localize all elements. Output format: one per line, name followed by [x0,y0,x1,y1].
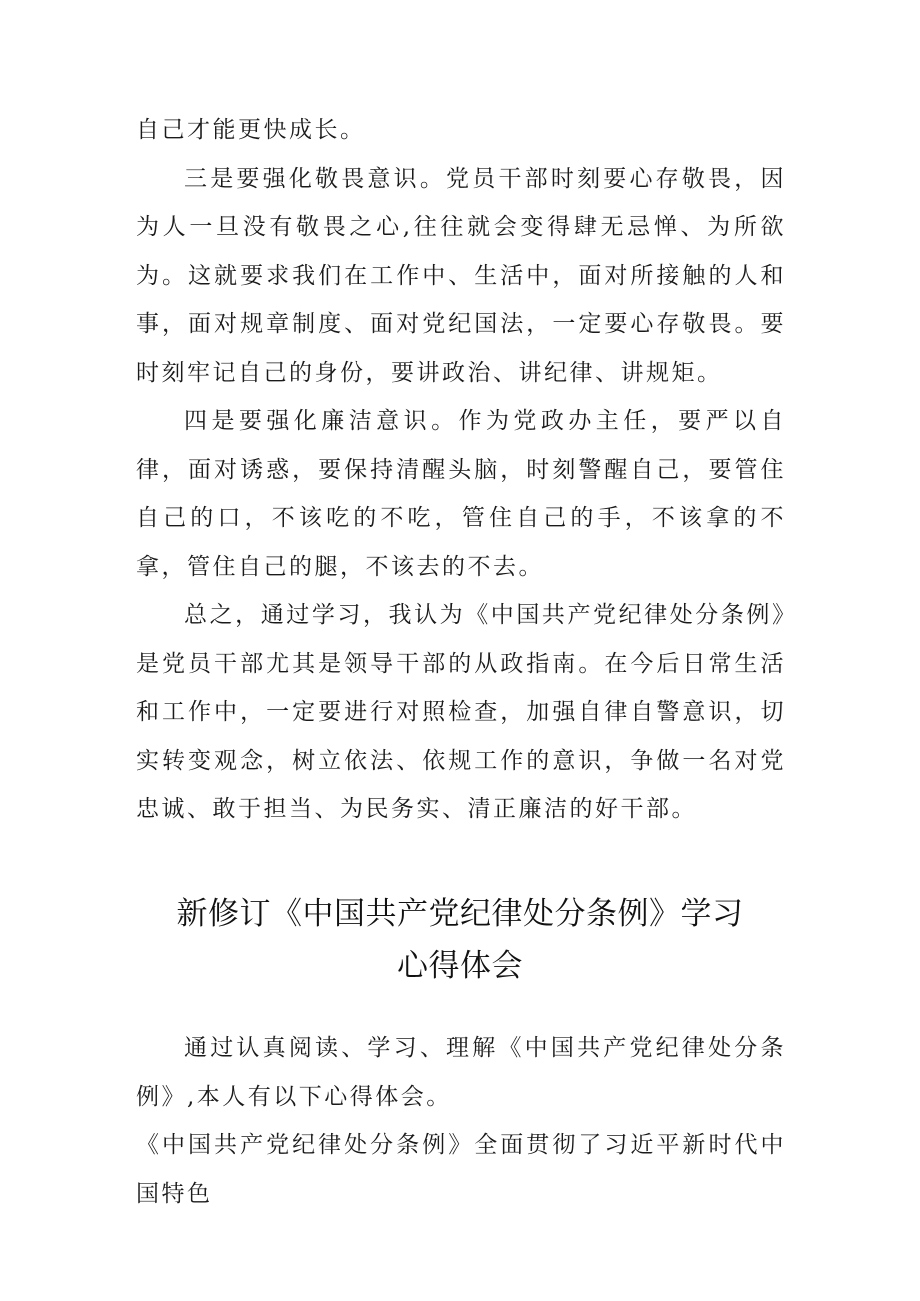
paragraph-continuation: 自己才能更快成长。 [136,117,366,143]
body-text-top [136,106,786,834]
paragraph-awe-awareness: 三是要强化敬畏意识。党员干部时刻要心存敬畏，因为人一旦没有敬畏之心,往往就会变得肆无忌惮、为所欲为。这就要求我们在工作中、生活中，面对所接触的人和事，面对规章制度、面对党纪国法，一定要心存敬畏。要时刻牢记自己的身份，要讲政治、讲纪律、讲规矩。 [136,165,786,386]
paragraph-intro: 通过认真阅读、学习、理解《中国共产党纪律处分条例》,本人有以下心得体会。 [136,1035,786,1110]
section-title-line-2: 心得体会 [397,948,523,984]
paragraph-regulation-start: 《中国共产党纪律处分条例》全面贯彻了习近平新时代中国特色 [136,1132,786,1207]
section-title-line-1: 新修订《中国共产党纪律处分条例》学习 [176,896,744,932]
body-text-bottom [136,1024,786,1218]
section-title [120,888,800,992]
paragraph-conclusion: 总之，通过学习，我认为《中国共产党纪律处分条例》是党员干部尤其是领导干部的从政指南。在今后日常生活和工作中，一定要进行对照检查，加强自律自警意识，切实转变观念，树立依法、依规工作的意识，争做一名对党忠诚、敢于担当、为民务实、清正廉洁的好干部。 [136,602,786,822]
paragraph-integrity-awareness: 四是要强化廉洁意识。作为党政办主任，要严以自律，面对诱惑，要保持清醒头脑，时刻警醒自己，要管住自己的口，不该吃的不吃，管住自己的手，不该拿的不拿，管住自己的腿，不该去的不去。 [136,408,786,580]
